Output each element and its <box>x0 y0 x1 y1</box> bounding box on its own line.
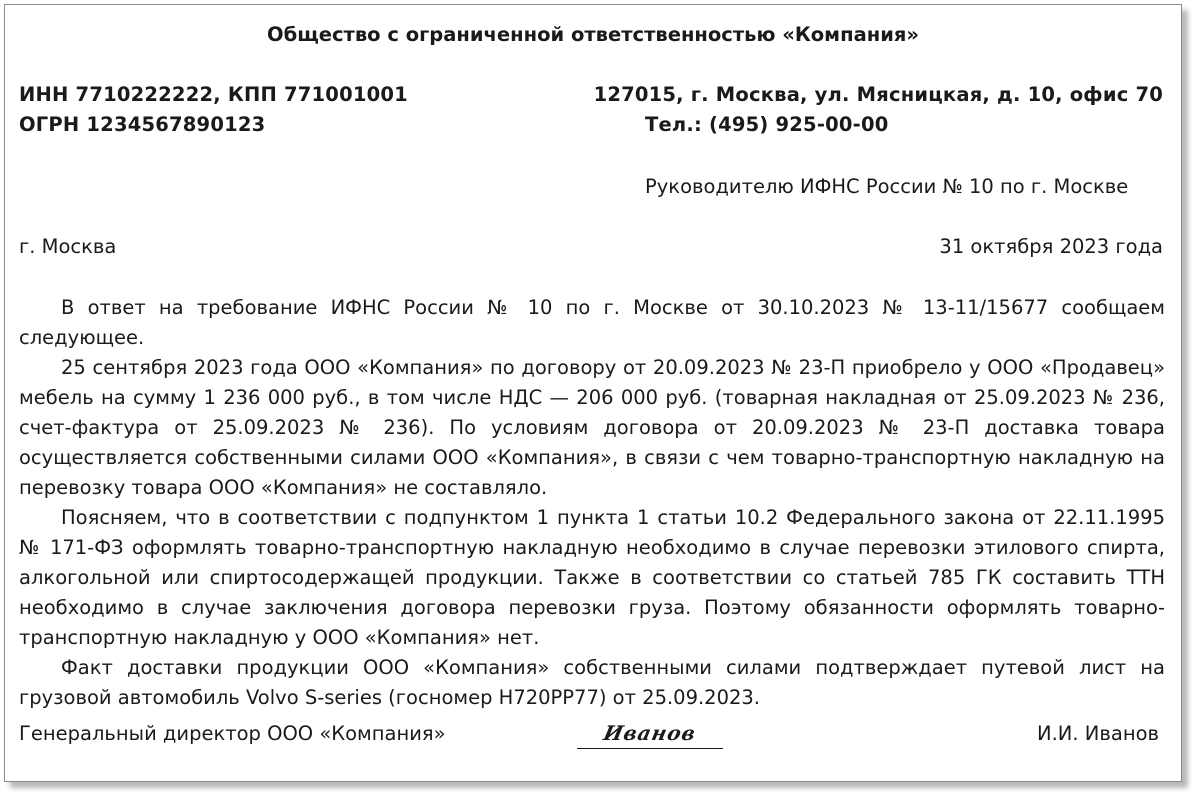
ogrn: ОГРН 1234567890123 <box>19 113 266 136</box>
signature-script: Иванов <box>601 721 699 745</box>
body-paragraph: 25 сентября 2023 года ООО «Компания» по договору от 20.09.2023 № 23-П приобрело у ООО «Продавец» мебель на сумму 1 236 000 руб., в том числе НДС — 206 000 руб. (товарная накладная от 25.09.2023 № 236, счет-фактура от 25.09.2023 № 236). По условиям договора от 20.09.2023 № 23-П доставка товара осуществляется собственными силами ООО «Компания», в связи с чем товарно-транспортную накладную на перевозку товара ООО «Компания» не составляло. <box>19 356 1165 499</box>
letter-place: г. Москва <box>19 235 117 258</box>
letter-date: 31 октября 2023 года <box>939 235 1163 258</box>
letter-sheet <box>4 4 1182 782</box>
signer-name: И.И. Иванов <box>1037 722 1159 745</box>
letter-body <box>19 293 1165 713</box>
handwritten-signature <box>577 720 723 749</box>
body-paragraph: В ответ на требование ИФНС России № 10 по г. Москве от 30.10.2023 № 13-11/15677 сообщаем следующее. <box>19 296 1165 349</box>
company-name: Общество с ограниченной ответственностью «Компания» <box>267 23 919 46</box>
body-paragraph: Факт доставки продукции ООО «Компания» собственными силами подтверждает путевой лист на грузовой автомобиль Volvo S-series (госномер Н720РР77) от 25.09.2023. <box>19 656 1165 709</box>
company-address: 127015, г. Москва, ул. Мясницкая, д. 10, офис 70 <box>593 83 1163 106</box>
body-paragraph: Поясняем, что в соответствии с подпунктом 1 пункта 1 статьи 10.2 Федерального закона от 22.11.1995 № 171-ФЗ оформлять товарно-транспортную накладную необходимо в случае перевозки этилового спирта, алкогольной или спиртосодержащей продукции. Также в соответствии со статьей 785 ГК составить ТТН необходимо в случае заключения договора перевозки груза. Поэтому обязанности оформлять товарно-транспортную накладную у ООО «Компания» нет. <box>19 506 1165 649</box>
company-phone: Тел.: (495) 925-00-00 <box>645 113 889 136</box>
recipient: Руководителю ИФНС России № 10 по г. Москве <box>645 175 1129 198</box>
inn-kpp: ИНН 7710222222, КПП 771001001 <box>19 83 408 106</box>
signer-position: Генеральный директор ООО «Компания» <box>19 722 446 745</box>
